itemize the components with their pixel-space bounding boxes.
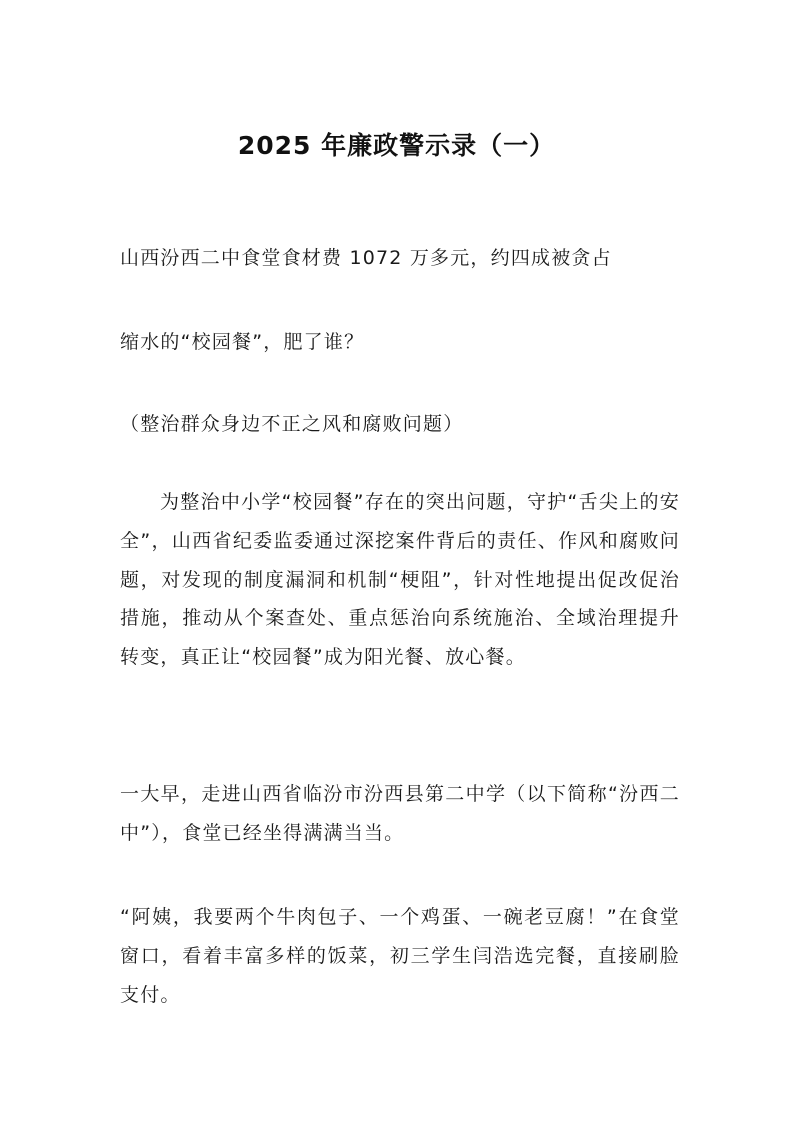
headline-line-2: 缩水的“校园餐”，肥了谁？ — [120, 331, 365, 353]
document-title: 2025 年廉政警示录（一） — [237, 131, 556, 160]
paragraph-intro: 为整治中小学“校园餐”存在的突出问题，守护“舌尖上的安全”，山西省纪委监委通过深挖案件背后的责任、作风和腐败问题，对发现的制度漏洞和机制“梗阻”，针对性地提出促改促治措施，推动从个案查处、重点惩治向系统施治、全域治理提升转变，真正让“校园餐”成为阳光餐、放心餐。 — [120, 491, 680, 669]
paragraph-morning: 一大早，走进山西省临汾市汾西县第二中学（以下简称“汾西二中”），食堂已经坐得满满当当。 — [120, 783, 680, 844]
category-note: （整治群众身边不正之风和腐败问题） — [120, 413, 464, 435]
headline-line-1: 山西汾西二中食堂食材费 1072 万多元，约四成被贪占 — [120, 247, 612, 269]
paragraph-canteen: “阿姨，我要两个牛肉包子、一个鸡蛋、一碗老豆腐！”在食堂窗口，看着丰富多样的饭菜，初三学生闫浩选完餐，直接刷脸支付。 — [120, 906, 680, 1006]
